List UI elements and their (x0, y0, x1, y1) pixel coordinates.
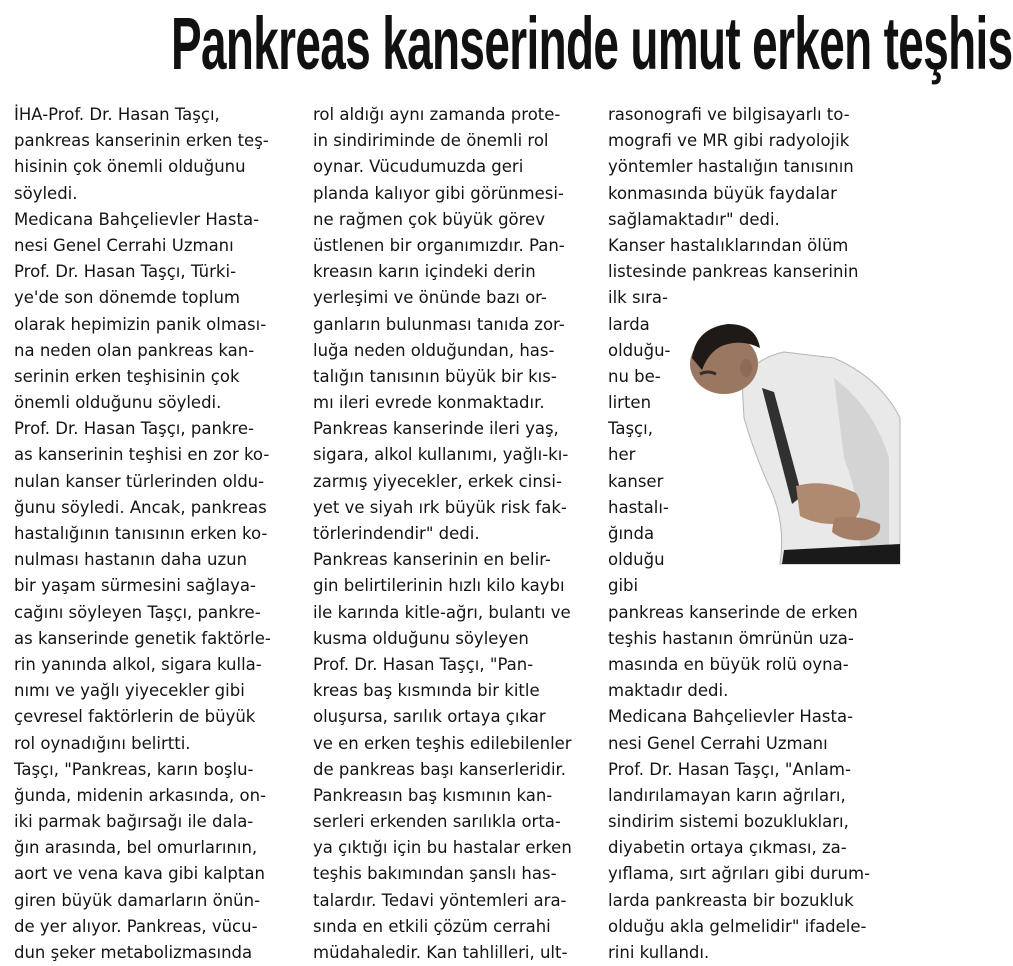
article-line: nımı ve yağlı yiyecekler gibi (14, 681, 245, 701)
article-line: Kanser hastalıklarından ölüm (608, 235, 849, 255)
article-line: ğunda, midenin arkasında, on- (14, 785, 266, 805)
article-line: sağlamaktadır" dedi. (608, 209, 780, 229)
article-line: yıflama, sırt ağrıları gibi durum- (608, 864, 871, 884)
article-line: ganların bulunması tanıda zor- (313, 314, 565, 334)
article-line: de pankreas başı kanserleridir. (313, 759, 567, 779)
article-line: diyabetin ortaya çıkması, za- (608, 838, 847, 858)
article-line: Pankreas kanserinde ileri yaş, (313, 419, 559, 439)
article-line: maktadır dedi. (608, 681, 729, 701)
article-line: giren büyük damarların önün- (14, 890, 261, 910)
article-line: hastalı- (608, 497, 669, 517)
article-line: pankreas kanserinin erken teş- (14, 131, 269, 151)
article-line: rol oynadığını belirtti. (14, 733, 191, 753)
article-line: önemli olduğunu söyledi. (14, 393, 222, 413)
article-line: sigara, alkol kullanımı, yağlı-kı- (313, 445, 569, 465)
article-line: olduğu (608, 550, 665, 570)
article-line: nesi Genel Cerrahi Uzmanı (14, 235, 234, 255)
article-line: masında en büyük rolü oyna- (608, 654, 849, 674)
article-line: ğunu söyledi. Ancak, pankreas (14, 497, 267, 517)
article-line: rini kullandı. (608, 943, 710, 962)
article-line: gibi (608, 576, 639, 596)
man-holding-stomach-photo (684, 318, 900, 564)
article-line: törlerindendir" dedi. (313, 524, 480, 543)
article-line: nesi Genel Cerrahi Uzmanı (608, 733, 828, 753)
article-line: kreasın karın içindeki derin (313, 262, 536, 282)
article-line: teşhis hastanın ömrünün uza- (608, 628, 854, 648)
article-line: rin yanında alkol, sigara kulla- (14, 654, 262, 674)
article-line: lirten (608, 393, 652, 413)
article-line: luğa neden olduğundan, has- (313, 340, 555, 360)
article-line: kreas baş kısmında bir kitle (313, 681, 540, 701)
article-line: İHA-Prof. Dr. Hasan Taşçı, (14, 105, 220, 124)
article-line: dun şeker metabolizmasında (14, 943, 253, 962)
article-line: gin belirtilerinin hızlı kilo kaybı (313, 576, 565, 596)
article-line: Taşçı, (608, 419, 653, 439)
article-line: na neden olan pankreas kan- (14, 340, 255, 360)
article-line: nulması hastanın daha uzun (14, 550, 248, 570)
article-line: ğın arasında, bel omurlarının, (14, 838, 258, 858)
article-line: serinin erken teşhisinin çok (14, 366, 240, 386)
headline: Pankreas kanserinde umut erken teşhis (171, 2, 1013, 85)
article-line: rasonografi ve bilgisayarlı to- (608, 105, 850, 124)
article-line: olduğu- (608, 340, 671, 360)
article-line: nu be- (608, 366, 661, 386)
article-line: ye'de son dönemde toplum (14, 288, 240, 308)
article-line: yet ve siyah ırk büyük risk fak- (313, 497, 567, 517)
article-line: landırılamayan karın ağrıları, (608, 785, 846, 805)
article-line: sindirim sistemi bozuklukları, (608, 812, 849, 832)
article-line: Prof. Dr. Hasan Taşçı, Türki- (14, 262, 237, 282)
article-line: larda pankreasta bir bozukluk (608, 890, 854, 910)
article-line: Pankreas kanserinin en belir- (313, 550, 551, 570)
article-line: bir yaşam sürmesini sağlaya- (14, 576, 256, 596)
article-line: oluşursa, sarılık ortaya çıkar (313, 707, 546, 727)
article-line: talığın tanısının büyük bir kıs- (313, 366, 557, 386)
article-line: as kanserinde genetik faktörle- (14, 628, 271, 648)
article-line: zarmış yiyecekler, erkek cinsi- (313, 471, 562, 491)
article-line: in sindiriminde de önemli rol (313, 131, 549, 151)
article-line: Medicana Bahçelievler Hasta- (608, 707, 854, 727)
article-line: mografi ve MR gibi radyolojik (608, 131, 850, 151)
article-line: olduğu akla gelmelidir" ifadele- (608, 916, 867, 936)
article-line: çevresel faktörlerin de büyük (14, 707, 256, 727)
article-line: listesinde pankreas kanserinin (608, 262, 859, 282)
article-line: üstlenen bir organımızdır. Pan- (313, 235, 565, 255)
article-line: de yer alıyor. Pankreas, vücu- (14, 916, 258, 936)
article-line: müdahaledir. Kan tahlilleri, ult- (313, 943, 568, 962)
article-line: ile karında kitle-ağrı, bulantı ve (313, 602, 571, 622)
article-line: teşhis bakımından şanslı has- (313, 864, 557, 884)
article-line: pankreas kanserinde de erken (608, 602, 858, 622)
article-line: Pankreasın baş kısmının kan- (313, 785, 553, 805)
article-line: yöntemler hastalığın tanısının (608, 157, 854, 177)
article-line: aort ve vena kava gibi kalptan (14, 864, 265, 884)
article-line: yerleşimi ve önünde bazı or- (313, 288, 547, 308)
article-line: cağını söyleyen Taşçı, pankre- (14, 602, 261, 622)
article-line: ya çıktığı için bu hastalar erken (313, 838, 572, 858)
article-line: hastalığının tanısının erken ko- (14, 524, 268, 543)
article-line: iki parmak bağırsağı ile dala- (14, 812, 254, 832)
article-line: söyledi. (14, 183, 78, 203)
article-line: Prof. Dr. Hasan Taşçı, "Pan- (313, 654, 534, 674)
article-line: ilk sıra- (608, 288, 668, 308)
article-line: hisinin çok önemli olduğunu (14, 157, 246, 177)
article-line: konmasında büyük faydalar (608, 183, 837, 203)
article-line: rol aldığı aynı zamanda prote- (313, 105, 561, 124)
article-line: sında en etkili çözüm cerrahi (313, 916, 551, 936)
article-line: ğında (608, 524, 655, 543)
article-line: Medicana Bahçelievler Hasta- (14, 209, 260, 229)
article-line: ve en erken teşhis edilebilenler (313, 733, 572, 753)
article-line: talardır. Tedavi yöntemleri ara- (313, 890, 567, 910)
article-line: her (608, 445, 636, 465)
article-line: kusma olduğunu söyleyen (313, 628, 529, 648)
article-column-2 (313, 102, 595, 966)
article-line: serleri erkenden sarılıkla orta- (313, 812, 561, 832)
article-line: nulan kanser türlerinden oldu- (14, 471, 265, 491)
article-line: Prof. Dr. Hasan Taşçı, pankre- (14, 419, 254, 439)
article-line: oynar. Vücudumuzda geri (313, 157, 524, 177)
article-line: larda (608, 314, 650, 334)
article-column-1 (14, 102, 304, 966)
article-line: Taşçı, "Pankreas, karın boşlu- (14, 759, 254, 779)
article-line: ne rağmen çok büyük görev (313, 209, 545, 229)
article-line: as kanserinin teşhisi en zor ko- (14, 445, 270, 465)
article-line: mı ileri evrede konmaktadır. (313, 393, 545, 413)
article-line: planda kalıyor gibi görünmesi- (313, 183, 564, 203)
article-line: kanser (608, 471, 664, 491)
article-line: Prof. Dr. Hasan Taşçı, "Anlam- (608, 759, 851, 779)
article-line: olarak hepimizin panik olması- (14, 314, 267, 334)
